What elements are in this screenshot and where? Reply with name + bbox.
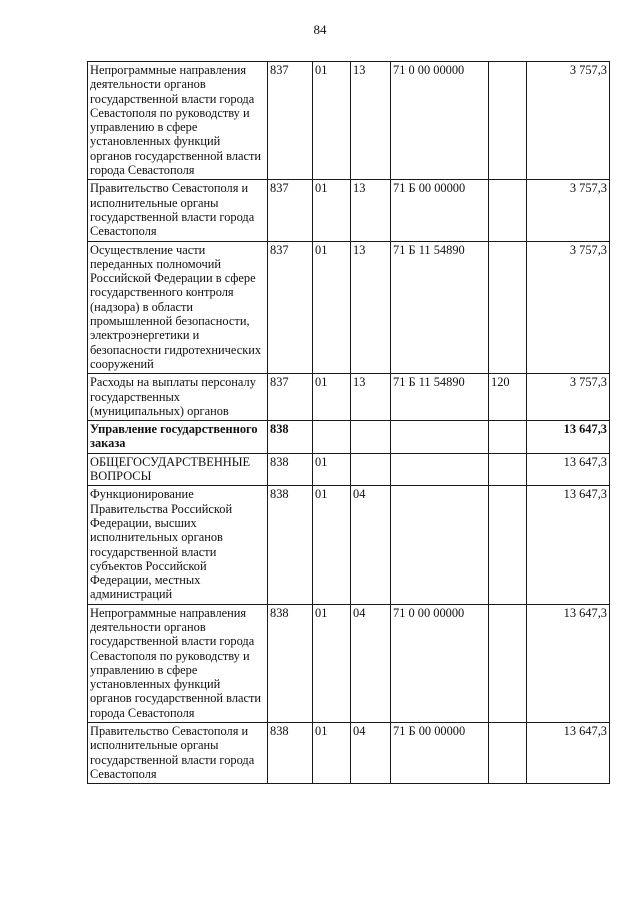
row-name-cell: Непрограммные направления деятельности органов государственной власти города Севастополя по руководству и управлению в сфере установленных функций органов государственной власти города Севастополя — [88, 604, 268, 722]
table-row — [88, 453, 610, 486]
row-target-article-cell: 71 0 00 00000 — [391, 604, 489, 722]
row-department-code-cell: 837 — [268, 241, 313, 374]
row-department-code-cell: 838 — [268, 486, 313, 604]
row-target-article-cell — [391, 486, 489, 604]
row-department-code-cell: 837 — [268, 180, 313, 241]
row-section-code-cell: 01 — [313, 604, 351, 722]
row-subsection-code-cell: 04 — [351, 723, 391, 784]
row-section-code-cell — [313, 421, 351, 454]
row-name-cell: Правительство Севастополя и исполнительные органы государственной власти города Севастополя — [88, 723, 268, 784]
row-section-code-cell: 01 — [313, 723, 351, 784]
row-section-code-cell: 01 — [313, 62, 351, 180]
row-expense-type-cell — [489, 421, 527, 454]
row-section-code-cell: 01 — [313, 180, 351, 241]
row-subsection-code-cell: 13 — [351, 62, 391, 180]
row-target-article-cell: 71 Б 00 00000 — [391, 180, 489, 241]
row-subsection-code-cell: 04 — [351, 604, 391, 722]
row-amount-cell: 13 647,3 — [527, 604, 610, 722]
row-department-code-cell: 837 — [268, 374, 313, 421]
row-subsection-code-cell — [351, 421, 391, 454]
row-name-cell: Правительство Севастополя и исполнительные органы государственной власти города Севастополя — [88, 180, 268, 241]
row-target-article-cell — [391, 421, 489, 454]
row-department-code-cell: 838 — [268, 604, 313, 722]
table-row — [88, 604, 610, 722]
row-name-cell: Осуществление части переданных полномочий Российской Федерации в сфере государственного контроля (надзора) в области промышленной безопасности, электроэнергетики и безопасности гидротехнических сооружений — [88, 241, 268, 374]
table-row — [88, 723, 610, 784]
table-row — [88, 241, 610, 374]
table-row — [88, 486, 610, 604]
row-target-article-cell: 71 Б 00 00000 — [391, 723, 489, 784]
row-amount-cell: 13 647,3 — [527, 453, 610, 486]
budget-table — [87, 61, 610, 784]
row-target-article-cell: 71 0 00 00000 — [391, 62, 489, 180]
table-row — [88, 374, 610, 421]
row-subsection-code-cell: 13 — [351, 374, 391, 421]
row-name-cell: ОБЩЕГОСУДАРСТВЕННЫЕ ВОПРОСЫ — [88, 453, 268, 486]
row-section-code-cell: 01 — [313, 453, 351, 486]
row-department-code-cell: 838 — [268, 723, 313, 784]
row-section-code-cell: 01 — [313, 241, 351, 374]
row-expense-type-cell: 120 — [489, 374, 527, 421]
row-target-article-cell: 71 Б 11 54890 — [391, 374, 489, 421]
table-row — [88, 180, 610, 241]
row-section-code-cell: 01 — [313, 486, 351, 604]
row-expense-type-cell — [489, 604, 527, 722]
row-expense-type-cell — [489, 486, 527, 604]
row-subsection-code-cell: 13 — [351, 180, 391, 241]
row-name-cell: Управление государственного заказа — [88, 421, 268, 454]
row-name-cell: Функционирование Правительства Российской Федерации, высших исполнительных органов государственной власти субъектов Российской Федерации, местных администраций — [88, 486, 268, 604]
row-amount-cell: 3 757,3 — [527, 241, 610, 374]
table-body — [88, 62, 610, 784]
row-amount-cell: 13 647,3 — [527, 723, 610, 784]
table-row — [88, 421, 610, 454]
row-name-cell: Непрограммные направления деятельности органов государственной власти города Севастополя по руководству и управлению в сфере установленных функций органов государственной власти города Севастополя — [88, 62, 268, 180]
row-expense-type-cell — [489, 180, 527, 241]
row-subsection-code-cell: 13 — [351, 241, 391, 374]
page-number: 84 — [313, 22, 327, 37]
row-department-code-cell: 838 — [268, 421, 313, 454]
row-department-code-cell: 838 — [268, 453, 313, 486]
row-target-article-cell — [391, 453, 489, 486]
row-subsection-code-cell — [351, 453, 391, 486]
row-expense-type-cell — [489, 62, 527, 180]
row-expense-type-cell — [489, 453, 527, 486]
row-amount-cell: 3 757,3 — [527, 62, 610, 180]
row-amount-cell: 13 647,3 — [527, 421, 610, 454]
row-name-cell: Расходы на выплаты персоналу государственных (муниципальных) органов — [88, 374, 268, 421]
row-amount-cell: 3 757,3 — [527, 374, 610, 421]
row-amount-cell: 3 757,3 — [527, 180, 610, 241]
row-section-code-cell: 01 — [313, 374, 351, 421]
row-amount-cell: 13 647,3 — [527, 486, 610, 604]
row-expense-type-cell — [489, 723, 527, 784]
table-row — [88, 62, 610, 180]
row-department-code-cell: 837 — [268, 62, 313, 180]
row-subsection-code-cell: 04 — [351, 486, 391, 604]
row-target-article-cell: 71 Б 11 54890 — [391, 241, 489, 374]
row-expense-type-cell — [489, 241, 527, 374]
